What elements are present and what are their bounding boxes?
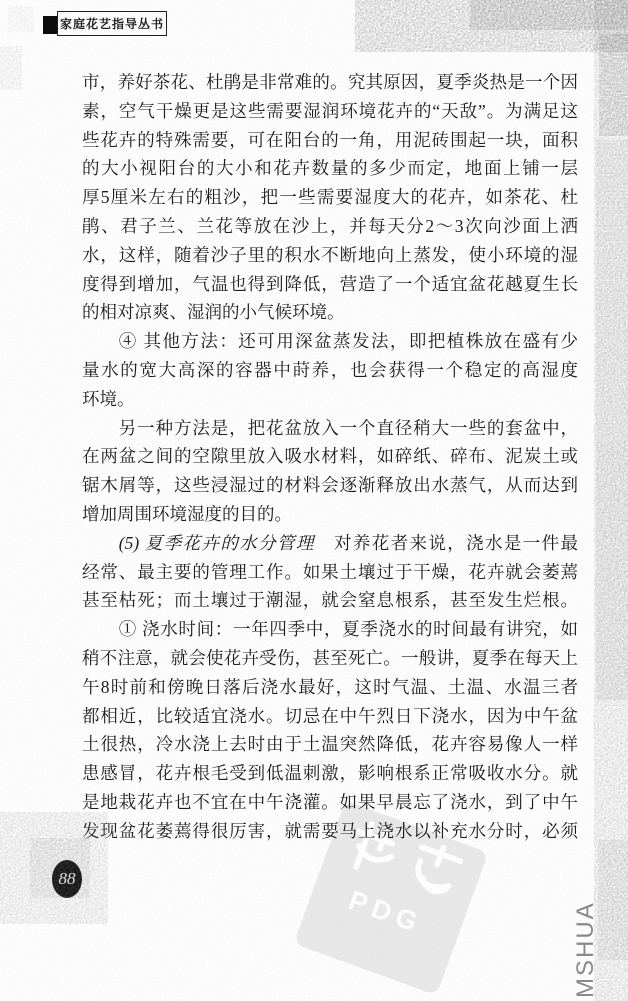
pdg-watermark-label: PDG	[344, 884, 427, 940]
edge-watermark-label: MSHUA	[572, 901, 599, 998]
text-line: 水，这样，随着沙子里的积水不断地向上蒸发，使小环境的湿	[82, 244, 578, 265]
text-line: 锯木屑等，这些浸湿过的材料会逐渐释放出水蒸气，从而达到	[82, 475, 578, 496]
text-line: 另一种方法是，把花盆放入一个直径稍大一些的套盆中，	[118, 417, 578, 438]
text-run: 对养花者来说，浇水是一件最	[334, 532, 578, 553]
text-line: 鹃、君子兰、兰花等放在沙上，并每天分2～3次向沙面上洒	[82, 215, 578, 236]
text-line: 都相近，比较适宜浇水。切忌在中午烈日下浇水，因为中午盆	[82, 705, 578, 726]
seal-script-glyph-icon	[401, 836, 468, 908]
text-line: 稍不注意，就会使花卉受伤，甚至死亡。一般讲，夏季在每天上	[82, 647, 578, 668]
page-header	[0, 0, 628, 40]
text-line: ① 浇水时间：一年四季中，夏季浇水的时间最有讲究，如	[118, 619, 578, 640]
text-line: 量水的宽大高深的容器中莳养，也会获得一个稳定的高湿度	[82, 359, 578, 380]
text-line: 在两盆之间的空隙里放入吸水材料，如碎纸、碎布、泥炭土或	[82, 446, 578, 467]
section-heading: (5) 夏季花卉的水分管理	[118, 532, 315, 553]
text-line: 经常、最主要的管理工作。如果土壤过于干燥，花卉就会萎蔫	[82, 561, 578, 582]
text-line: 是地栽花卉也不宜在中午浇灌。如果早晨忘了浇水，到了中午	[82, 791, 578, 812]
text-line: 午8时前和傍晚日落后浇水最好，这时气温、土温、水温三者	[82, 676, 578, 697]
text-line: 厚5厘米左右的粗沙，把一些需要湿度大的花卉，如茶花、杜	[82, 187, 578, 208]
text-line: 些花卉的特殊需要，可在阳台的一角，用泥砖围起一块，面积	[82, 129, 578, 150]
page-number: 88	[58, 869, 76, 888]
text-line: 甚至枯死；而土壤过于潮湿，就会窒息根系，甚至发生烂根。	[82, 590, 578, 611]
text-line: 增加周围环境湿度的目的。	[82, 503, 292, 524]
series-title-box	[57, 11, 167, 36]
body-text-block	[82, 68, 578, 846]
text-line: 市，养好茶花、杜鹃是非常难的。究其原因，夏季炎热是一个因	[82, 72, 578, 92]
text-line: 的相对凉爽、湿润的小气候环境。	[82, 302, 345, 323]
text-line: 环境。	[82, 388, 135, 409]
text-line: 发现盆花萎蔫得很厉害，就需要马上浇水以补充水分时，必须	[82, 820, 578, 841]
text-line: 患感冒，花卉根毛受到低温刺激，影响根系正常吸收水分。就	[82, 763, 578, 784]
text-line: 素，空气干燥更是这些需要湿润环境花卉的“天敌”。为满足这	[82, 100, 578, 121]
text-line: 的大小视阳台的大小和花卉数量的多少而定，地面上铺一层	[82, 158, 578, 179]
text-line: 度得到增加，气温也得到降低，营造了一个适宜盆花越夏生长	[82, 273, 578, 294]
series-title: 家庭花艺指导丛书	[59, 17, 164, 31]
page-number-badge	[52, 860, 82, 898]
text-line	[82, 529, 578, 558]
text-line: ④ 其他方法：还可用深盆蒸发法，即把植株放在盛有少	[118, 331, 578, 352]
text-line: 土很热，冷水浇上去时由于土温突然降低，花卉容易像人一样	[82, 734, 578, 755]
